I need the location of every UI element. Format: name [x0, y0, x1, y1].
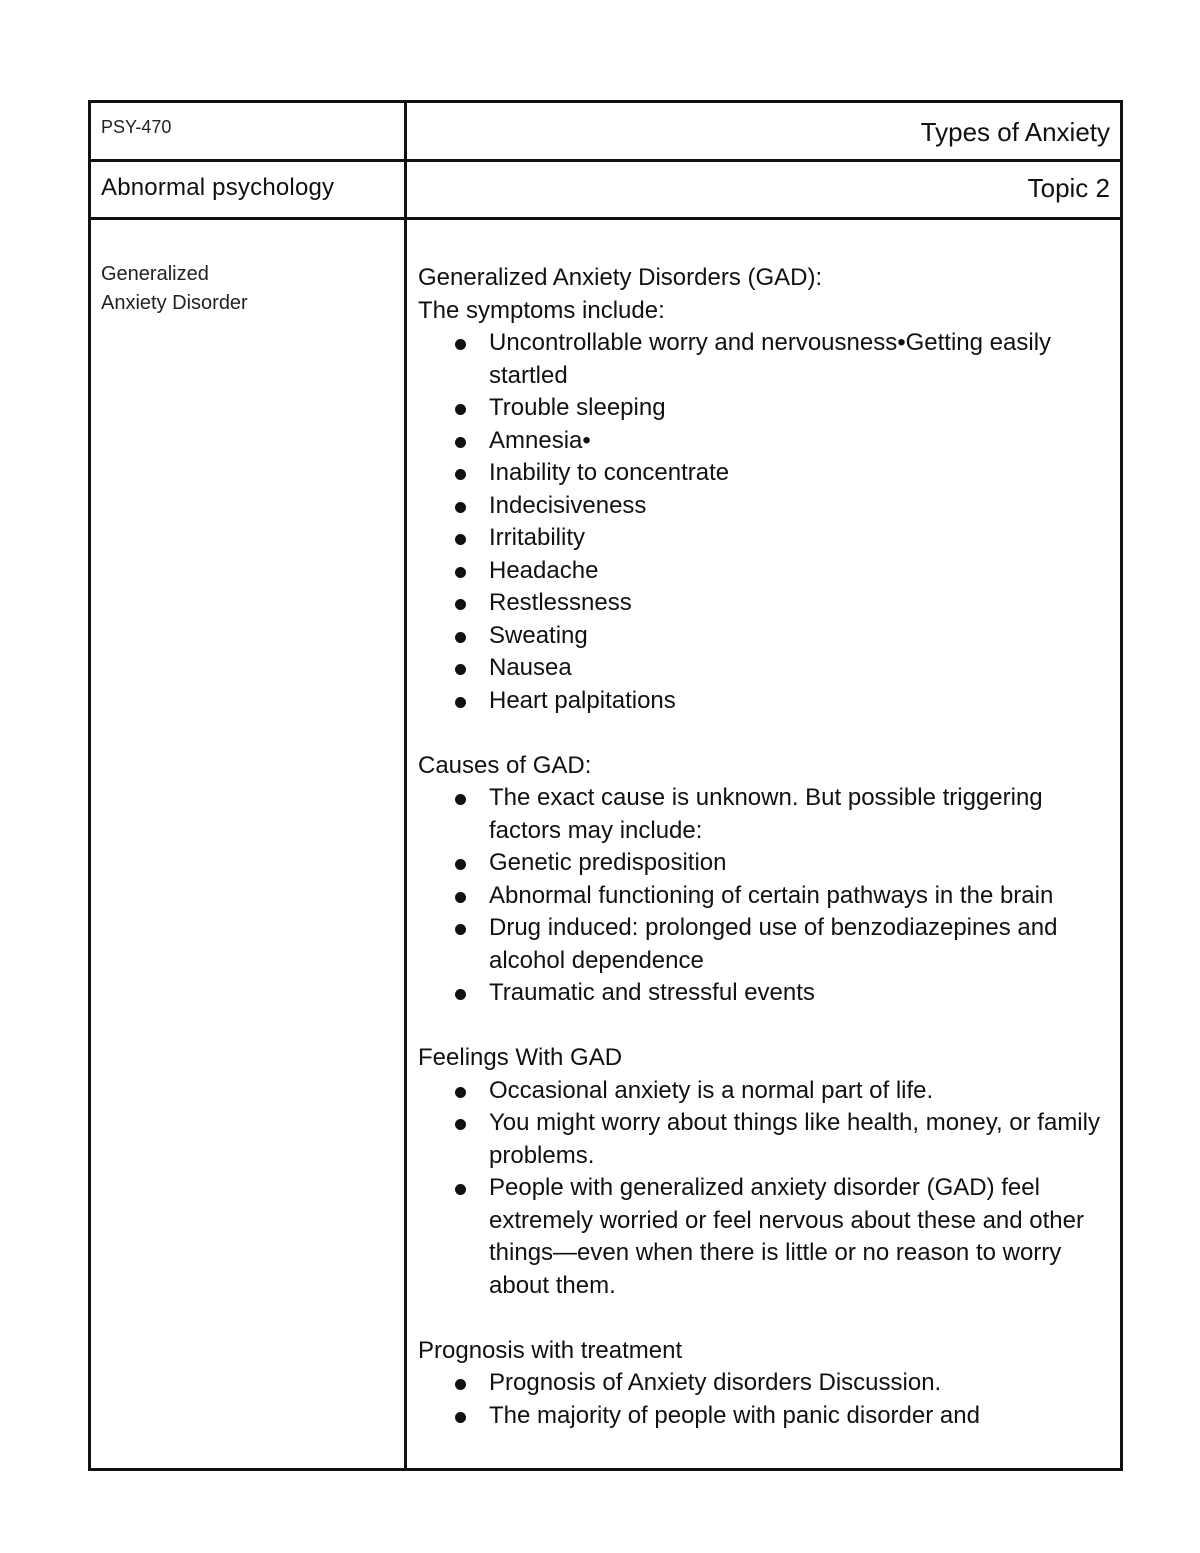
- sidebar-label: Generalized Anxiety Disorder: [101, 263, 248, 314]
- subject-label: Abnormal psychology: [101, 174, 335, 201]
- list-item: Uncontrollable worry and nervousness•Getting easily startled: [418, 327, 1110, 392]
- list-item: The exact cause is unknown. But possible triggering factors may include:: [418, 782, 1110, 847]
- list-item: Indecisiveness: [418, 490, 1110, 523]
- list-item: Sweating: [418, 620, 1110, 653]
- list-item: You might worry about things like health, money, or family problems.: [418, 1107, 1110, 1172]
- list-item: Nausea: [418, 652, 1110, 685]
- list-item: Trouble sleeping: [418, 392, 1110, 425]
- bullet-list: [418, 327, 1110, 717]
- list-item: People with generalized anxiety disorder (GAD) feel extremely worried or feel nervous about these and other things—even when there is little or no reason to worry about them.: [418, 1172, 1110, 1302]
- section-symptoms: [418, 262, 1110, 717]
- content-cell: [406, 219, 1122, 1470]
- list-item: Heart palpitations: [418, 685, 1110, 718]
- section-subheading: The symptoms include:: [418, 296, 665, 324]
- section-prognosis: [418, 1335, 1110, 1433]
- list-item: Irritability: [418, 522, 1110, 555]
- section-heading: Causes of GAD:: [418, 751, 592, 779]
- body-row: [90, 219, 1122, 1470]
- course-code-cell: [90, 102, 406, 161]
- section-heading: Feelings With GAD: [418, 1044, 623, 1071]
- section-causes: [418, 750, 1110, 1010]
- section-feelings: [418, 1042, 1110, 1302]
- subject-cell: [90, 161, 406, 219]
- list-item: Genetic predisposition: [418, 847, 1110, 880]
- notes-content: [407, 220, 1120, 1432]
- header-row-2: [90, 161, 1122, 219]
- topic-label: Topic 2: [1027, 173, 1110, 203]
- title-cell: [406, 102, 1122, 161]
- list-item: Occasional anxiety is a normal part of life.: [418, 1075, 1110, 1108]
- sidebar-cell: [90, 219, 406, 1470]
- header-row-1: [90, 102, 1122, 161]
- bullet-list: [418, 1075, 1110, 1303]
- list-item: Amnesia•: [418, 425, 1110, 458]
- bullet-list: [418, 782, 1110, 1010]
- section-heading: Generalized Anxiety Disorders (GAD):: [418, 264, 823, 291]
- notes-table: [88, 100, 1123, 1471]
- bullet-list: [418, 1367, 1110, 1432]
- course-code: PSY-470: [101, 117, 172, 137]
- list-item: Restlessness: [418, 587, 1110, 620]
- list-item: The majority of people with panic disorder and: [418, 1400, 1110, 1433]
- section-heading: Prognosis with treatment: [418, 1336, 683, 1364]
- list-item: Prognosis of Anxiety disorders Discussion.: [418, 1367, 1110, 1400]
- topic-cell: [406, 161, 1122, 219]
- list-item: Headache: [418, 555, 1110, 588]
- list-item: Abnormal functioning of certain pathways in the brain: [418, 880, 1110, 913]
- list-item: Traumatic and stressful events: [418, 977, 1110, 1010]
- list-item: Drug induced: prolonged use of benzodiazepines and alcohol dependence: [418, 912, 1110, 977]
- page-title: Types of Anxiety: [920, 117, 1110, 147]
- list-item: Inability to concentrate: [418, 457, 1110, 490]
